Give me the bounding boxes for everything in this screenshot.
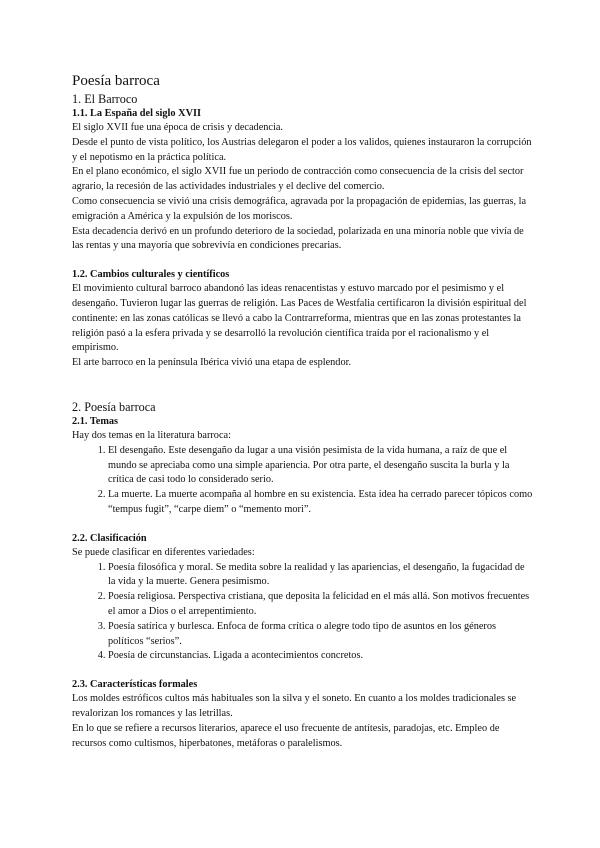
paragraph: El movimiento cultural barroco abandonó las ideas renacentistas y estuvo marcado por el pesimismo y el desengaño. Tuvieron lugar las guerras de religión. Las Paces de Westfalia certificaron la división espiritual del continente: en las zonas católicas se llevó a cabo la Contrarreforma, mientras que en las zonas protestantes la religión pasó a la esfera privada y se desarrolló la revolución científica traída por el racionalismo y el empirismo. <box>72 283 527 354</box>
paragraph: En el plano económico, el siglo XVII fue un periodo de contracción como consecuencia de la crisis del sector agrario, la recesión de las actividades industriales y el declive del comercio. <box>72 166 524 193</box>
section-1-heading: 1. El Barroco <box>72 92 138 106</box>
paragraph: El siglo XVII fue una época de crisis y decadencia. <box>72 122 284 133</box>
paragraph: Desde el punto de vista político, los Austrias delegaron el poder a los validos, quienes instauraron la corrupción y el nepotismo en la práctica política. <box>72 136 532 163</box>
paragraph: Como consecuencia se vivió una crisis demográfica, agravada por la propagación de epidemias, las guerras, la emigración a América y la expulsión de los moriscos. <box>72 195 527 222</box>
document-page <box>72 72 534 751</box>
section-1-1-heading: 1.1. La España del siglo XVII <box>72 108 202 119</box>
section-1-2-heading: 1.2. Cambios culturales y científicos <box>72 269 230 281</box>
paragraph: El arte barroco en la península Ibérica vivió una etapa de esplendor. <box>72 357 352 369</box>
paragraph: Esta decadencia derivó en un profundo deterioro de la sociedad, polarizada en una minoría noble que vivía de las rentas y una mayoría que sobrevivía en condiciones precarias. <box>72 225 524 252</box>
list-item: 1. Poesía filosófica y moral. Se medita sobre la realidad y las apariencias, el desengaño, la fugacidad de la vida y la muerte. Genera pesimismo. <box>108 561 534 591</box>
list-item: 3. Poesía satírica y burlesca. Enfoca de forma crítica o alegre todo tipo de asuntos en los géneros políticos “serios”. <box>108 620 534 650</box>
list-item: 2. La muerte. La muerte acompaña al hombre en su existencia. Esta idea ha cerrado parecer tópicos como “tempus fugit”, “carpe diem” o “memento mori”. <box>108 488 534 518</box>
section-2-1-heading: 2.1. Temas <box>72 415 119 427</box>
list-item: 2. Poesía religiosa. Perspectiva cristiana, que deposita la felicidad en el más allá. Son motivos frecuentes el amor a Dios o el arrepentimiento. <box>108 590 534 620</box>
list-intro: Se puede clasificar en diferentes variedades: <box>72 546 255 558</box>
list-item: 4. Poesía de circunstancias. Ligada a acontecimientos concretos. <box>108 649 534 664</box>
paragraph: En lo que se refiere a recursos literarios, aparece el uso frecuente de antítesis, paradojas, etc. Empleo de recursos como cultismos, hiperbatones, metáforas o paralelismos. <box>72 722 500 749</box>
themes-list <box>72 444 534 518</box>
section-2-heading: 2. Poesía barroca <box>72 399 156 414</box>
section-2-3-heading: 2.3. Características formales <box>72 679 198 691</box>
list-intro: Hay dos temas en la literatura barroca: <box>72 429 231 441</box>
paragraph: Los moldes estróficos cultos más habituales son la silva y el soneto. En cuanto a los moldes tradicionales se revalorizan los romances y las letrillas. <box>72 693 517 719</box>
list-item: 1. El desengaño. Este desengaño da lugar a una visión pesimista de la vida humana, a raíz de que el mundo se apreciaba como una simple apariencia. Por otra parte, el desengaño suscita la burla y la crítica de casi todo lo considerado serio. <box>108 444 534 488</box>
classification-list <box>72 561 534 665</box>
section-2-2-heading: 2.2. Clasificación <box>72 532 147 544</box>
document-title: Poesía barroca <box>72 73 160 89</box>
